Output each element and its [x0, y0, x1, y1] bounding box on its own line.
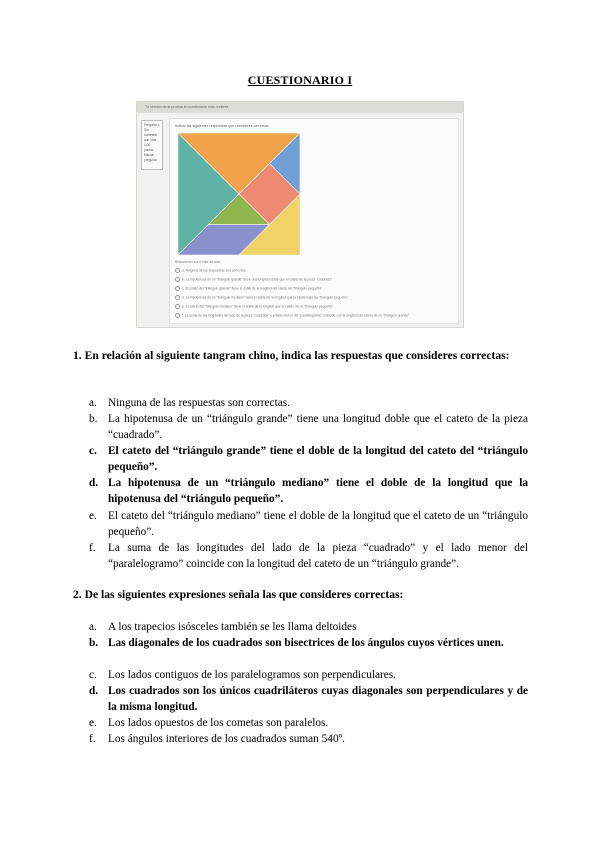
question-info-box: Pregunta 1 Sin contestar aún Vale 1,00 puntos Marcar pregunta	[141, 120, 163, 170]
screenshot-option: c. El cateto del "triángulo grande" tiene el doble de la longitud del cateto del "triángulo pequeño".	[175, 286, 323, 291]
option-label: c.	[89, 445, 97, 457]
option-text: Los lados opuestos de los cometas son paralelos.	[108, 717, 329, 729]
answer-option-correct	[89, 683, 528, 715]
question-text: De las siguientes expresiones señala las que consideres correctas:	[84, 588, 404, 601]
answer-option	[89, 619, 528, 635]
screenshot-option: e. El cateto del "triángulo mediano" tiene el doble de la longitud que el cateto de un "triángulo pequeño".	[175, 304, 334, 309]
option-label: d.	[89, 685, 99, 697]
screenshot-option: a. Ninguna de las respuestas son correctas.	[175, 268, 246, 273]
question-number: 2.	[73, 588, 82, 601]
option-text: El cateto del “triángulo mediano” tiene el doble de la longitud que el cateto de un “triángulo pequeño”.	[108, 510, 528, 538]
option-label: e.	[89, 717, 97, 729]
option-label: e.	[89, 510, 97, 522]
option-label: b.	[89, 413, 98, 425]
option-label: f.	[89, 733, 96, 745]
answer-option-correct	[89, 443, 528, 475]
option-label: f.	[89, 542, 96, 554]
question-2	[73, 586, 528, 603]
option-text: La hipotenusa de un “triángulo mediano” tiene el doble de la longitud que la hipotenusa del “triángulo pequeño”.	[108, 477, 528, 505]
answer-option	[89, 411, 528, 443]
answer-option-correct	[89, 475, 528, 507]
question-number: 1.	[73, 349, 82, 362]
option-text: Los cuadrados son los únicos cuadriláteros cuyas diagonales son perpendiculares y de la misma longitud.	[108, 685, 528, 713]
option-label: b.	[89, 637, 99, 649]
option-text: Los ángulos interiores de los cuadrados suman 540º.	[108, 733, 345, 745]
option-text: A los trapecios isósceles también se les llama deltoides	[108, 621, 357, 633]
tangram-screenshot	[136, 101, 464, 328]
option-text: La suma de las longitudes del lado de la pieza “cuadrado” y el lado menor del “paralelogramo” coincide con la longitud del cateto de un “triángulo grande”.	[108, 542, 528, 570]
screenshot-topbar: Tu versión de la prueba al cuestionario más reciente	[137, 102, 464, 113]
option-label: c.	[89, 669, 97, 681]
option-text: El cateto del “triángulo grande” tiene el doble de la longitud del cateto del “triángulo pequeño”.	[108, 445, 528, 473]
option-text: Las diagonales de los cuadrados son bisectrices de los ángulos cuyos vértices unen.	[108, 637, 504, 649]
tangram-figure	[178, 133, 300, 255]
question-text: En relación al siguiente tangram chino, indica las respuestas que consideres correctas:	[84, 349, 510, 362]
screenshot-option: f. La suma de las longitudes del lado de la pieza "cuadrado" y el lado menor del "paralelogramo" coincide con la longitud del cateto de un "triángulo grande".	[175, 313, 410, 318]
option-label: a.	[89, 621, 97, 633]
option-label: a.	[89, 397, 97, 409]
answer-option	[89, 731, 528, 747]
screenshot-choose-text: Seleccione una o más de una:	[175, 260, 221, 264]
answer-option	[89, 508, 528, 540]
option-text: La hipotenusa de un “triángulo grande” tiene una longitud doble que el cateto de la pieza “cuadrado”.	[108, 413, 528, 441]
answer-option	[89, 715, 528, 731]
answer-option	[89, 667, 528, 683]
screenshot-option: d. La hipotenusa de un "triángulo mediano" tiene el doble de la longitud que la hipotenusa del "triángulo pequeño".	[175, 295, 349, 300]
screenshot-option: b. La hipotenusa de un "triángulo grande" tiene una longitud doble que el cateto de la pieza "cuadrado".	[175, 277, 333, 282]
page-title: CUESTIONARIO I	[247, 73, 353, 87]
question-panel	[169, 118, 459, 324]
option-text: Ninguna de las respuestas son correctas.	[108, 397, 290, 409]
option-text: Los lados contiguos de los paralelogramos son perpendiculares.	[108, 669, 396, 681]
option-label: d.	[89, 477, 99, 489]
screenshot-question-text: Indicar las siguientes respuestas que consideres correctas:	[175, 124, 270, 128]
answer-option	[89, 540, 528, 572]
answer-option	[89, 395, 528, 411]
question-1	[73, 347, 528, 364]
answer-option-correct	[89, 635, 528, 651]
